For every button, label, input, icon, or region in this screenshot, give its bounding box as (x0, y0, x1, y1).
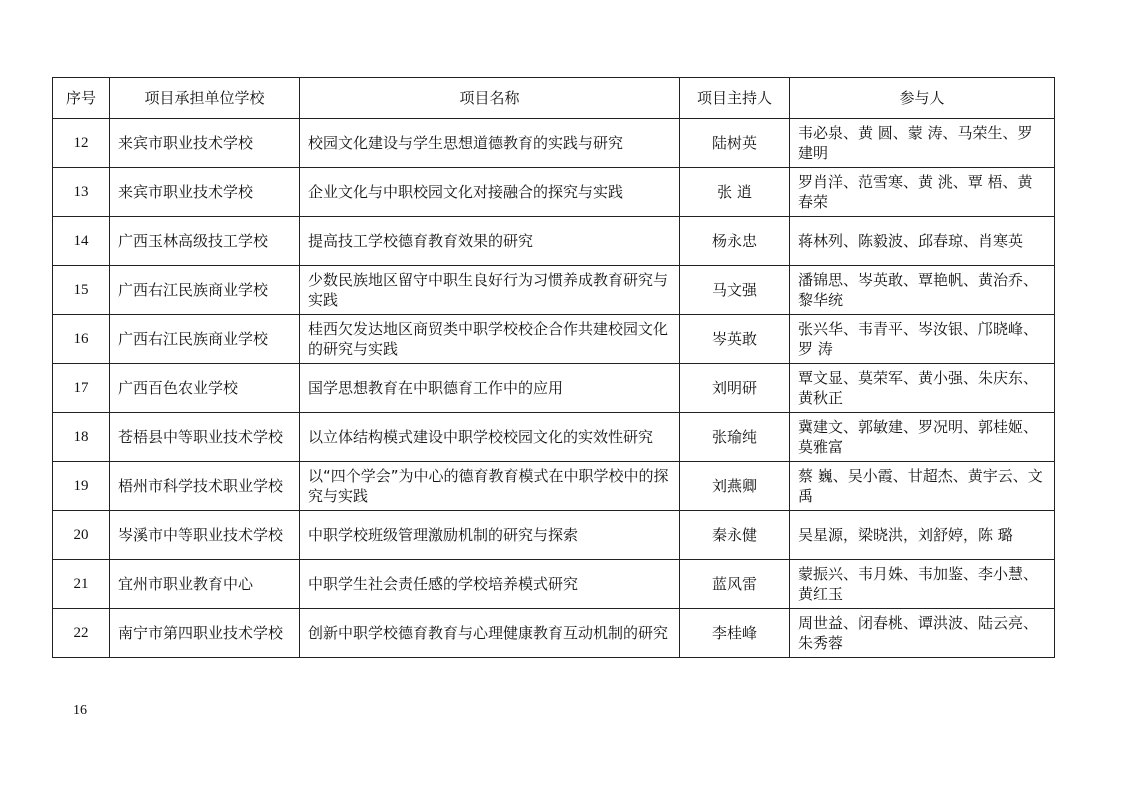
table-row (53, 119, 1055, 168)
row-school: 宜州市职业教育中心 (110, 560, 300, 609)
table-row (53, 217, 1055, 266)
row-members: 韦必泉、黄 圆、蒙 涛、马荣生、罗建明 (790, 119, 1055, 168)
row-project: 校园文化建设与学生思想道德教育的实践与研究 (300, 119, 680, 168)
row-members: 覃文显、莫荣军、黄小强、朱庆东、黄秋正 (790, 364, 1055, 413)
table-row (53, 511, 1055, 560)
row-school: 广西右江民族商业学校 (110, 266, 300, 315)
row-leader: 陆树英 (680, 119, 790, 168)
header-project: 项目名称 (300, 78, 680, 119)
page-number: 16 (73, 703, 87, 718)
row-school: 广西百色农业学校 (110, 364, 300, 413)
row-leader: 张 逍 (680, 168, 790, 217)
row-project: 国学思想教育在中职德育工作中的应用 (300, 364, 680, 413)
row-members: 蒙振兴、韦月姝、韦加鉴、李小慧、黄红玉 (790, 560, 1055, 609)
row-leader: 杨永忠 (680, 217, 790, 266)
row-index: 16 (53, 315, 110, 364)
header-school: 项目承担单位学校 (110, 78, 300, 119)
row-project: 中职学校班级管理激励机制的研究与探索 (300, 511, 680, 560)
row-index: 14 (53, 217, 110, 266)
header-members: 参与人 (790, 78, 1055, 119)
row-school: 苍梧县中等职业技术学校 (110, 413, 300, 462)
row-school: 广西玉林高级技工学校 (110, 217, 300, 266)
row-project: 桂西欠发达地区商贸类中职学校校企合作共建校园文化的研究与实践 (300, 315, 680, 364)
table-body (53, 119, 1055, 658)
row-index: 15 (53, 266, 110, 315)
project-table (52, 77, 1055, 658)
table-header (53, 78, 1055, 119)
row-index: 22 (53, 609, 110, 658)
row-members: 吴星源，梁晓洪，刘舒婷，陈 璐 (790, 511, 1055, 560)
row-leader: 刘燕卿 (680, 462, 790, 511)
row-members: 蒋林列、陈毅波、邱春琼、肖寒英 (790, 217, 1055, 266)
row-members: 罗肖洋、范雪寒、黄 洮、覃 梧、黄春荣 (790, 168, 1055, 217)
table-row (53, 413, 1055, 462)
row-index: 12 (53, 119, 110, 168)
row-members: 张兴华、韦青平、岑汝银、邝晓峰、罗 涛 (790, 315, 1055, 364)
row-index: 19 (53, 462, 110, 511)
row-index: 18 (53, 413, 110, 462)
row-school: 来宾市职业技术学校 (110, 119, 300, 168)
row-leader: 秦永健 (680, 511, 790, 560)
row-school: 梧州市科学技术职业学校 (110, 462, 300, 511)
row-project: 以“四个学会”为中心的德育教育模式在中职学校中的探究与实践 (300, 462, 680, 511)
row-leader: 刘明研 (680, 364, 790, 413)
header-row (53, 78, 1055, 119)
header-index: 序号 (53, 78, 110, 119)
table-row (53, 364, 1055, 413)
row-project: 企业文化与中职校园文化对接融合的探究与实践 (300, 168, 680, 217)
table-row (53, 560, 1055, 609)
table-row (53, 266, 1055, 315)
row-school: 南宁市第四职业技术学校 (110, 609, 300, 658)
row-index: 13 (53, 168, 110, 217)
row-leader: 蓝风雷 (680, 560, 790, 609)
row-project: 创新中职学校德育教育与心理健康教育互动机制的研究 (300, 609, 680, 658)
table-row (53, 609, 1055, 658)
row-school: 岑溪市中等职业技术学校 (110, 511, 300, 560)
table-row (53, 315, 1055, 364)
row-members: 周世益、闭春桃、谭洪波、陆云亮、朱秀蓉 (790, 609, 1055, 658)
row-leader: 马文强 (680, 266, 790, 315)
row-leader: 李桂峰 (680, 609, 790, 658)
row-project: 以立体结构模式建设中职学校校园文化的实效性研究 (300, 413, 680, 462)
row-members: 冀建文、郭敏建、罗况明、郭桂姬、莫雅富 (790, 413, 1055, 462)
row-school: 来宾市职业技术学校 (110, 168, 300, 217)
row-members: 潘锦思、岑英敢、覃艳帆、黄治乔、黎华统 (790, 266, 1055, 315)
row-index: 20 (53, 511, 110, 560)
row-project: 少数民族地区留守中职生良好行为习惯养成教育研究与实践 (300, 266, 680, 315)
row-index: 21 (53, 560, 110, 609)
header-leader: 项目主持人 (680, 78, 790, 119)
row-project: 中职学生社会责任感的学校培养模式研究 (300, 560, 680, 609)
row-leader: 张瑜纯 (680, 413, 790, 462)
row-leader: 岑英敢 (680, 315, 790, 364)
row-index: 17 (53, 364, 110, 413)
row-members: 蔡 巍、吴小霞、甘超杰、黄宇云、文 禹 (790, 462, 1055, 511)
row-project: 提高技工学校德育教育效果的研究 (300, 217, 680, 266)
table-row (53, 168, 1055, 217)
table-row (53, 462, 1055, 511)
row-school: 广西右江民族商业学校 (110, 315, 300, 364)
